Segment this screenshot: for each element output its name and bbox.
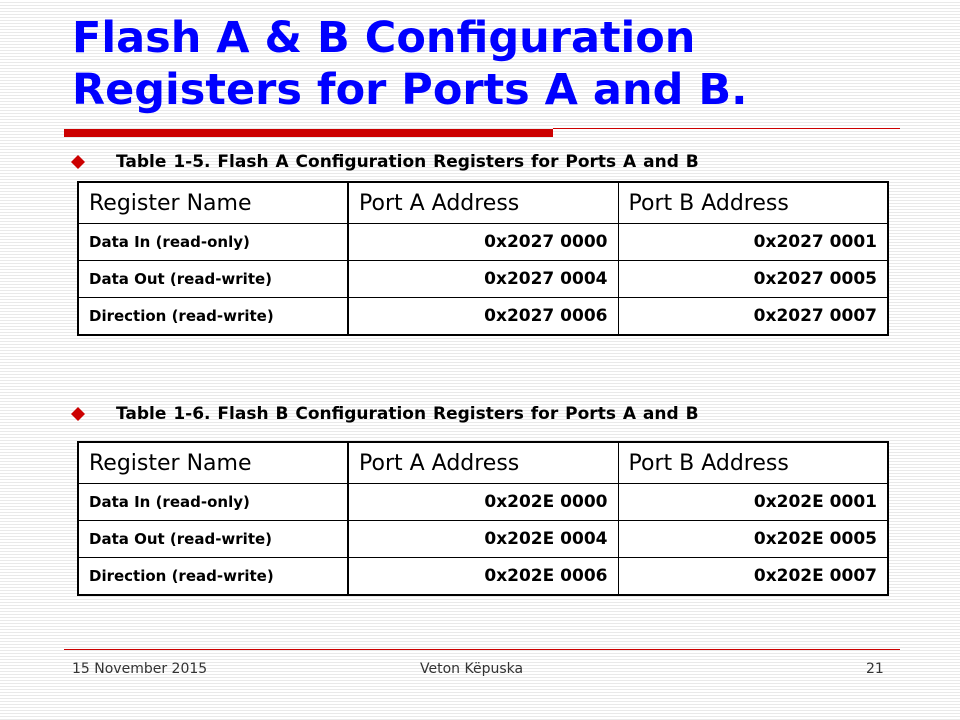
table-row <box>78 224 888 261</box>
table-header-row <box>78 182 888 224</box>
register-name-cell: Data In (read-only) <box>78 484 348 521</box>
port-a-address-cell: 0x202E 0000 <box>348 484 618 521</box>
diamond-bullet-icon <box>70 406 86 422</box>
footer-date: 15 November 2015 <box>72 661 208 677</box>
bullet-table-1-6 <box>70 403 910 425</box>
port-a-address-cell: 0x2027 0006 <box>348 298 618 336</box>
table-header-row <box>78 442 888 484</box>
bullet-table-1-5 <box>70 151 910 173</box>
port-a-address-cell: 0x202E 0006 <box>348 558 618 596</box>
port-b-address-cell: 0x202E 0001 <box>618 484 888 521</box>
port-a-address-cell: 0x2027 0000 <box>348 224 618 261</box>
port-b-address-cell: 0x2027 0007 <box>618 298 888 336</box>
register-name-cell: Direction (read-write) <box>78 558 348 596</box>
port-b-address-cell: 0x2027 0001 <box>618 224 888 261</box>
table-row <box>78 261 888 298</box>
table-row <box>78 558 888 596</box>
footer-page-number: 21 <box>866 661 884 677</box>
footer-author: Veton Këpuska <box>420 661 524 677</box>
table-row <box>78 298 888 336</box>
column-header-port-a-address: Port A Address <box>348 182 618 224</box>
column-header-port-a-address: Port A Address <box>348 442 618 484</box>
table-row <box>78 521 888 558</box>
register-name-cell: Direction (read-write) <box>78 298 348 336</box>
column-header-port-b-address: Port B Address <box>618 442 888 484</box>
column-header-register-name: Register Name <box>78 442 348 484</box>
title-accent-line <box>553 128 900 129</box>
port-b-address-cell: 0x202E 0005 <box>618 521 888 558</box>
table-caption: Table 1-5. Flash A Configuration Registers for Ports A and B <box>116 152 699 172</box>
register-name-cell: Data Out (read-write) <box>78 521 348 558</box>
port-a-address-cell: 0x202E 0004 <box>348 521 618 558</box>
slide-title-line-1: Flash A & B Configuration <box>72 13 696 63</box>
register-name-cell: Data Out (read-write) <box>78 261 348 298</box>
column-header-register-name: Register Name <box>78 182 348 224</box>
slide-title-line-2: Registers for Ports A and B. <box>72 65 748 115</box>
port-a-address-cell: 0x2027 0004 <box>348 261 618 298</box>
register-table-flash-b <box>77 441 889 596</box>
column-header-port-b-address: Port B Address <box>618 182 888 224</box>
table-caption: Table 1-6. Flash B Configuration Registers for Ports A and B <box>116 404 699 424</box>
diamond-bullet-icon <box>70 154 86 170</box>
port-b-address-cell: 0x2027 0005 <box>618 261 888 298</box>
port-b-address-cell: 0x202E 0007 <box>618 558 888 596</box>
table-row <box>78 484 888 521</box>
title-accent-bar <box>64 129 553 137</box>
register-table-flash-a <box>77 181 889 336</box>
register-name-cell: Data In (read-only) <box>78 224 348 261</box>
slide-title <box>72 12 932 116</box>
footer-divider <box>64 649 900 650</box>
